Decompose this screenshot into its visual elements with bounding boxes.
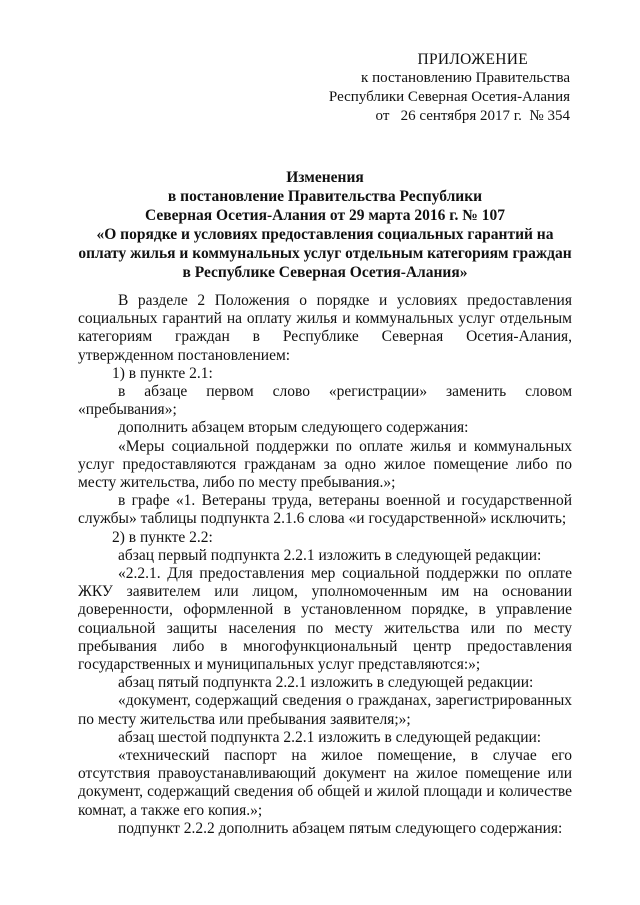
title-line-3: Северная Осетия-Алания от 29 марта 2016 г. № 107	[144, 207, 505, 224]
paragraph: абзац шестой подпункта 2.2.1 изложить в следующей редакции:	[118, 728, 542, 746]
title-line-2: в постановление Правительства Республики	[167, 188, 483, 205]
appendix-line-3: от 26 сентября 2017 г. № 354	[375, 108, 570, 124]
paragraph: подпункт 2.2.2 дополнить абзацем пятым следующего содержания:	[118, 819, 563, 837]
document-title	[60, 168, 590, 282]
appendix-heading: ПРИЛОЖЕНИЕ	[417, 51, 528, 68]
paragraph: дополнить абзацем вторым следующего содержания:	[118, 419, 469, 437]
document-body	[78, 292, 572, 838]
title-line-4: «О порядке и условиях предоставления социальных гарантий на	[96, 226, 554, 243]
paragraph: «Меры социальной поддержки по оплате жилья и коммунальных услуг предоставляются гражданам за одно жилое помещение либо по месту жительства, либо по месту пребывания.»;	[78, 437, 572, 492]
title-line-6: в Республике Северная Осетия-Алания»	[182, 264, 468, 281]
paragraph: 1) в пункте 2.1:	[112, 364, 213, 382]
paragraph: «технический паспорт на жилое помещение, в случае его отсутствия правоустанавливающий документ на жилое помещение или документ, содержащий сведения об общей и жилой площади и количестве комнат, а также его копия.»;	[78, 747, 572, 819]
paragraph: в абзаце первом слово «регистрации» заменить словом «пребывания»;	[78, 383, 572, 419]
paragraph: «документ, содержащий сведения о гражданах, зарегистрированных по месту жительства или пребывания заявителя;»;	[78, 692, 572, 728]
appendix-line-2: Республики Северная Осетия-Алания	[328, 89, 570, 105]
title-line-5: оплату жилья и коммунальных услуг отдельным категориям граждан	[78, 245, 572, 262]
paragraph: 2) в пункте 2.2:	[112, 528, 213, 546]
appendix-block	[300, 50, 570, 126]
paragraph: в графе «1. Ветераны труда, ветераны военной и государственной службы» таблицы подпункта 2.1.6 слова «и государственной» исключить;	[78, 492, 572, 528]
paragraph: В разделе 2 Положения о порядке и условиях предоставления социальных гарантий на оплату жилья и коммунальных услуг отдельным категориям граждан в Республике Северная Осетия-Алания, утвержденном постановлением:	[78, 292, 572, 364]
paragraph: абзац первый подпункта 2.2.1 изложить в следующей редакции:	[118, 546, 542, 564]
paragraph: «2.2.1. Для предоставления мер социальной поддержки по оплате ЖКУ заявителем или лицом, уполномоченным им на основании доверенности, оформленной в установленном порядке, в управление социальной защиты населения по месту жительства или по месту пребывания либо в многофункциональный центр предоставления государственных и муниципальных услуг представляются:»;	[78, 565, 572, 674]
title-line-1: Изменения	[286, 169, 364, 186]
paragraph: абзац пятый подпункта 2.2.1 изложить в следующей редакции:	[118, 674, 534, 692]
appendix-line-1: к постановлению Правительства	[361, 70, 570, 86]
